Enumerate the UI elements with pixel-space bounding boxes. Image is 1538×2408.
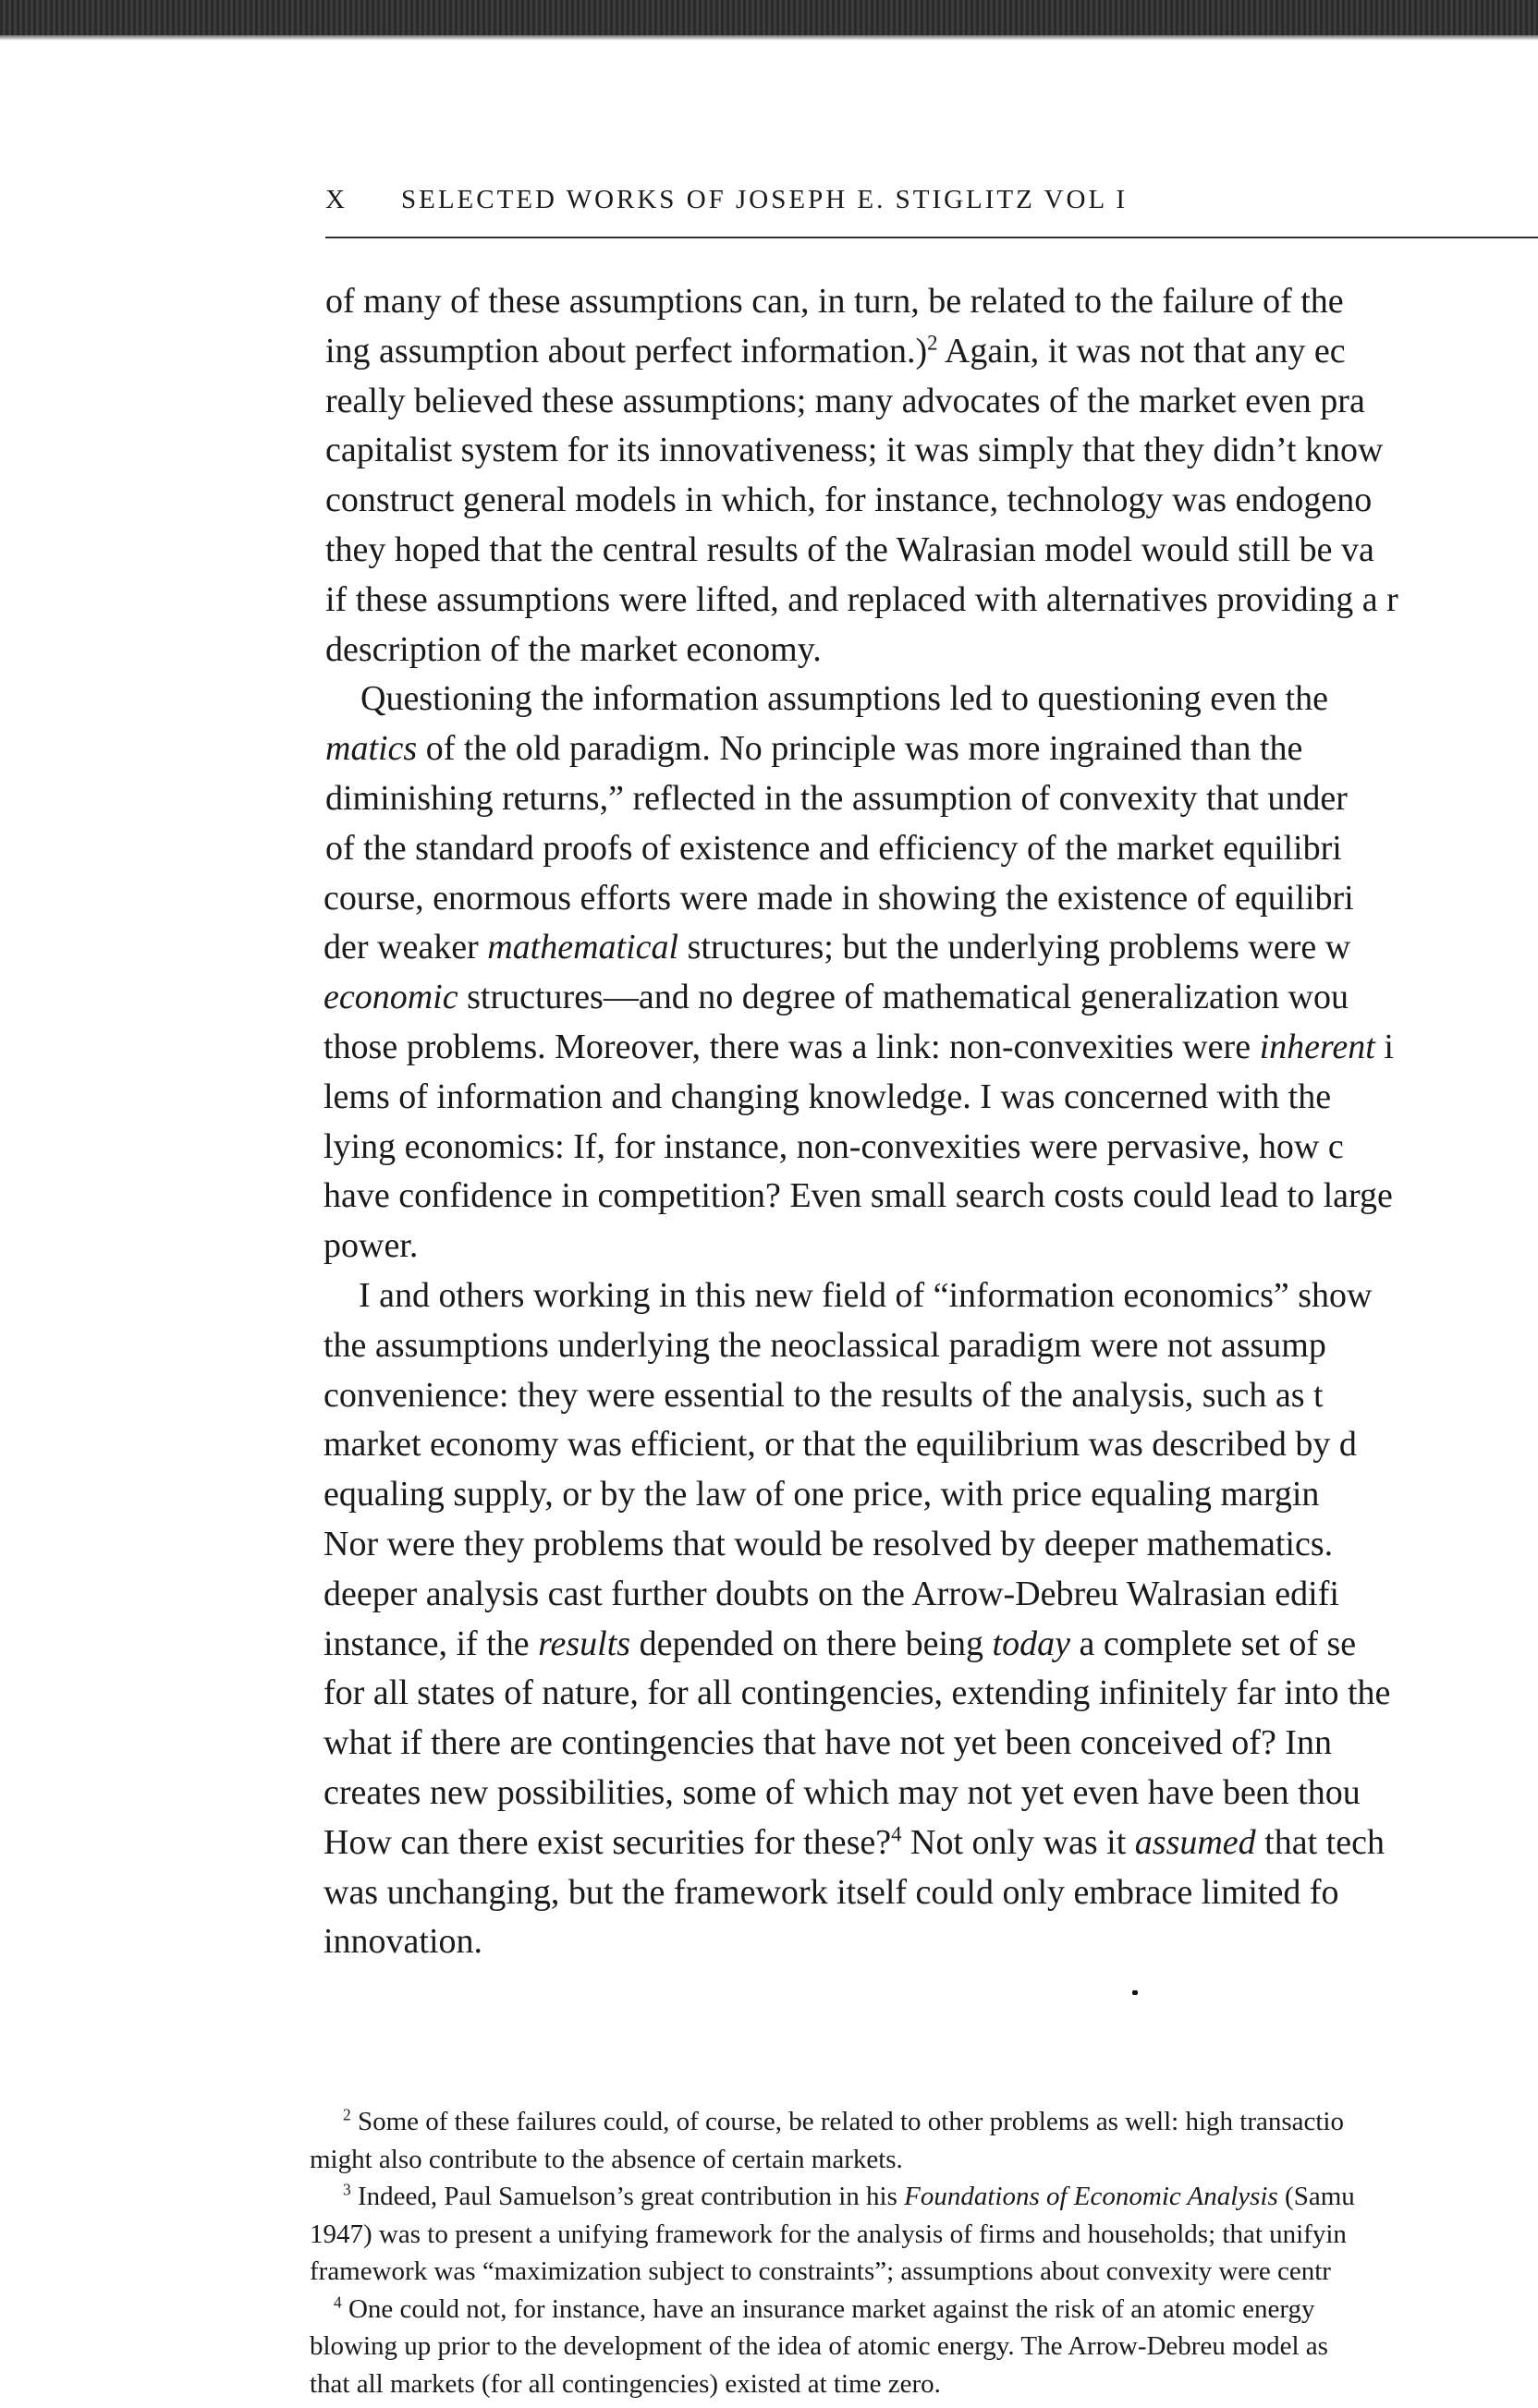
text-run: depended on there being [630, 1624, 993, 1663]
body-line [323, 774, 1538, 824]
body-line [323, 1271, 1538, 1321]
footnote-line [310, 2216, 1538, 2254]
body-line [323, 1073, 1538, 1123]
text-run: equaling supply, or by the law of one price, with price equaling margin [323, 1475, 1320, 1514]
running-head-title: SELECTED WORKS OF JOSEPH E. STIGLITZ VOL I [401, 185, 1129, 214]
body-line [323, 1172, 1538, 1222]
text-run: blowing up prior to the development of the idea of atomic energy. The Arrow-Debreu model as [310, 2331, 1328, 2361]
text-run: 1947) was to present a unifying framework for the analysis of firms and households; that unifyin [310, 2219, 1347, 2249]
text-run: innovation. [323, 1922, 483, 1962]
text-run: construct general models in which, for instance, technology was endogeno [325, 480, 1373, 520]
header-rule [325, 237, 1538, 238]
body-line [323, 526, 1538, 576]
footnote-line [310, 2103, 1538, 2141]
scan-edge [0, 0, 1538, 35]
italic-text: assumed [1134, 1822, 1256, 1862]
body-line [323, 1023, 1538, 1073]
text-run: structures; but the underlying problems were w [678, 928, 1351, 967]
body-line [323, 1420, 1538, 1470]
text-run: if these assumptions were lifted, and replaced with alternatives providing a r [325, 579, 1398, 619]
scan-edge-shadow [0, 35, 1538, 41]
text-run: what if there are contingencies that have not yet been conceived of? Inn [323, 1723, 1332, 1763]
text-run: Indeed, Paul Samuelson’s great contribution in his [350, 2182, 905, 2211]
body-line [323, 1470, 1538, 1520]
text-run: instance, if the [323, 1624, 539, 1663]
footnote-line [310, 2328, 1538, 2365]
body-line [323, 1769, 1538, 1818]
body-line [323, 277, 1538, 327]
footnote-line [310, 2141, 1538, 2179]
text-run: the assumptions underlying the neoclassical paradigm were not assump [323, 1325, 1326, 1365]
text-run: Not only was it [901, 1822, 1135, 1862]
ink-speck [1132, 1990, 1138, 1995]
text-run: really believed these assumptions; many advocates of the market even pra [325, 381, 1365, 420]
text-run: of many of these assumptions can, in turn, be related to the failure of the [325, 282, 1344, 321]
body-text [323, 277, 1538, 1967]
text-run: those problems. Moreover, there was a link: non-convexities were [323, 1027, 1260, 1066]
footnote-line [310, 2178, 1538, 2216]
text-run: (Samu [1277, 2182, 1355, 2211]
text-run: might also contribute to the absence of certain markets. [310, 2144, 903, 2174]
body-line [323, 377, 1538, 427]
footnotes [310, 2103, 1538, 2402]
body-line [323, 626, 1538, 675]
text-run: of the old paradigm. No principle was more ingrained than the [417, 729, 1303, 769]
body-line [323, 973, 1538, 1023]
body-line [323, 724, 1538, 774]
text-run: course, enormous efforts were made in showing the existence of equilibri [323, 878, 1354, 918]
italic-text: inherent [1259, 1027, 1375, 1066]
body-line [323, 476, 1538, 526]
text-run: deeper analysis cast further doubts on the Arrow-Debreu Walrasian edifi [323, 1574, 1339, 1613]
text-run: capitalist system for its innovativeness; it was simply that they didn’t know [325, 431, 1384, 470]
text-run: a complete set of se [1069, 1624, 1357, 1663]
running-head [325, 185, 1538, 215]
body-line [323, 1371, 1538, 1421]
body-line [323, 1917, 1538, 1967]
body-line [323, 1321, 1538, 1371]
italic-text: results [538, 1624, 631, 1663]
text-run: Some of these failures could, of course, be related to other problems as well: high transactio [350, 2107, 1344, 2136]
text-run: for all states of nature, for all contingencies, extending infinitely far into the [323, 1673, 1391, 1713]
italic-text: mathematical [487, 928, 679, 967]
note-reference: 4 [891, 1822, 902, 1846]
note-reference: 3 [343, 2180, 351, 2199]
text-run: diminishing returns,” reflected in the assumption of convexity that under [325, 778, 1348, 818]
body-line [323, 874, 1538, 924]
text-run: How can there exist securities for these? [323, 1822, 892, 1862]
text-run: One could not, for instance, have an insurance market against the risk of an atomic energy [341, 2293, 1315, 2324]
body-line [323, 1868, 1538, 1918]
text-run: i [1374, 1027, 1394, 1066]
text-run: lying economics: If, for instance, non-convexities were pervasive, how c [323, 1126, 1344, 1166]
body-line [323, 1123, 1538, 1173]
note-reference: 2 [343, 2105, 351, 2124]
text-run: Nor were they problems that would be resolved by deeper mathematics. [323, 1524, 1334, 1563]
note-reference: 2 [927, 331, 938, 355]
body-line [323, 1818, 1538, 1868]
italic-text: matics [325, 729, 418, 769]
text-run: ing assumption about perfect information.) [325, 331, 928, 371]
italic-text: today [992, 1624, 1070, 1663]
footnote-line [310, 2365, 1538, 2403]
body-line [323, 923, 1538, 973]
text-run: have confidence in competition? Even small search costs could lead to large [323, 1176, 1393, 1216]
note-reference: 4 [334, 2292, 342, 2311]
text-run: they hoped that the central results of the Walrasian model would still be va [325, 529, 1374, 569]
text-run: structures—and no degree of mathematical generalization wou [458, 978, 1349, 1017]
text-run: was unchanging, but the framework itself could only embrace limited fo [323, 1872, 1339, 1912]
text-run: Questioning the information assumptions led to questioning even the [360, 679, 1328, 719]
text-run: power. [323, 1226, 419, 1266]
text-run: creates new possibilities, some of which may not yet even have been thou [323, 1772, 1361, 1812]
body-line [323, 1570, 1538, 1620]
body-line [323, 1620, 1538, 1670]
footnote-line [310, 2291, 1538, 2329]
text-run: lems of information and changing knowledge. I was concerned with the [323, 1076, 1332, 1116]
text-run: Again, it was not that any ec [937, 331, 1346, 371]
body-line [323, 327, 1538, 377]
text-run: convenience: they were essential to the results of the analysis, such as t [323, 1375, 1324, 1415]
text-run: market economy was efficient, or that the equilibrium was described by d [323, 1425, 1357, 1465]
body-line [323, 426, 1538, 476]
page-folio: X [325, 185, 348, 214]
body-line [323, 824, 1538, 874]
body-line [323, 1520, 1538, 1570]
footnote-line [310, 2253, 1538, 2291]
text-run: of the standard proofs of existence and efficiency of the market equilibri [325, 828, 1342, 868]
text-run: that tech [1255, 1822, 1385, 1862]
body-line [323, 1669, 1538, 1719]
text-run: der weaker [323, 928, 488, 967]
text-run: that all markets (for all contingencies) existed at time zero. [310, 2368, 941, 2399]
body-line [323, 576, 1538, 626]
italic-text: Foundations of Economic Analysis [904, 2182, 1278, 2211]
text-run: framework was “maximization subject to constraints”; assumptions about convexity were centr [310, 2256, 1331, 2286]
body-line [323, 1222, 1538, 1271]
text-run: I and others working in this new field of “information economics” show [359, 1275, 1373, 1315]
italic-text: economic [323, 978, 458, 1017]
body-line [323, 1719, 1538, 1769]
text-run: description of the market economy. [325, 629, 822, 669]
body-line [323, 675, 1538, 724]
